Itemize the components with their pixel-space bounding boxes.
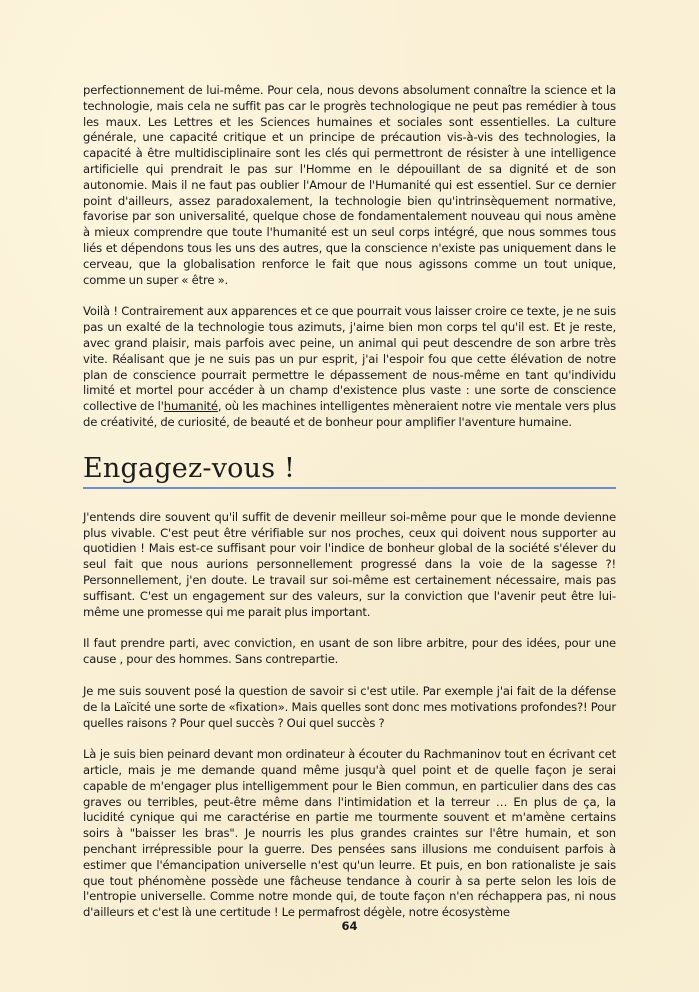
- paragraph-text: , où les machines intelligentes mèneraient notre vie mentale vers plus de créativité, de curiosité, de beauté et de bonheur pour amplifier l'aventure humaine.: [83, 399, 616, 429]
- paragraph-text: Voilà ! Contrairement aux apparences et ce que pourrait vous laisser croire ce texte, je ne suis pas un exalté de la technologie tous azimuts, j'aime bien mon corps tel qu'il est. Et je reste, avec grand plaisir, mais parfois avec peine, un animal qui peut descendre de son arbre très vite. Réalisant que je ne suis pas un pur esprit, j'ai l'espoir fou que cette élévation de notre plan de conscience pourrait permettre le dépassement de nous-même en tant qu'individu limité et mortel pour accéder à un champ d'existence plus vaste : une sorte de conscience collective de l': [83, 304, 616, 414]
- paragraph: Il faut prendre parti, avec conviction, en usant de son libre arbitre, pour des idées, pour une cause , pour des hommes. Sans contrepartie.: [83, 636, 616, 667]
- section-heading: Engagez-vous !: [83, 452, 296, 484]
- paragraph: Là je suis bien peinard devant mon ordinateur à écouter du Rachmaninov tout en écrivant cet article, mais je me demande quand même jusqu'à quel point et de quelle façon je serai capable de m'engager plus intelligemment pour le Bien commun, en particulier dans des cas graves ou terribles, peut-être même dans l'intimidation et la terreur … En plus de ça, la lucidité cynique qui me caractérise en partie me tourmente souvent et m'amène certains soirs à "baisser les bras". Je nourris les plus grandes craintes sur l'être humain, et son penchant irrépressible pour la guerre. Des pensées sans illusions me conduisent parfois à estimer que l'émancipation universelle n'est qu'un leurre. Et puis, en bon rationaliste je sais que tout phénomène possède une fâcheuse tendance à courir à sa perte selon les lois de l'entropie universelle. Comme notre monde qui, de toute façon n'en réchappera pas, ni nous d'ailleurs et c'est là une certitude ! Le permafrost dégèle, notre écosystème: [83, 747, 616, 920]
- page-body: [83, 83, 616, 921]
- heading-underline: [83, 487, 616, 489]
- paragraph-voila: [83, 304, 616, 430]
- paragraph: perfectionnement de lui-même. Pour cela, nous devons absolument connaître la science et la technologie, mais cela ne suffit pas car le progrès technologique ne peut pas remédier à tous les maux. Les Lettres et les Sciences humaines et sociales sont essentielles. La culture générale, une capacité critique et un principe de précaution vis-à-vis des technologies, la capacité à être multidisciplinaire sont les clés qui permettront de résister à une intelligence artificielle qui prendrait le pas sur l'Homme en le dépouillant de sa dignité et de son autonomie. Mais il ne faut pas oublier l'Amour de l'Humanité qui est essentiel. Sur ce dernier point d'ailleurs, assez paradoxalement, la technologie bien qu'intrinsèquement normative, favorise par son universalité, quelque chose de fondamentalement nouveau qui nous amène à mieux comprendre que toute l'humanité est un seul corps intégré, que nous sommes tous liés et dépendons tous les uns des autres, que la conscience n'existe pas uniquement dans le cerveau, que la globalisation renforce le fait que nous agissons comme un tout unique, comme un super « être ».: [83, 83, 616, 287]
- paragraph: J'entends dire souvent qu'il suffit de devenir meilleur soi-même pour que le monde devienne plus vivable. C'est peut être vérifiable sur nos proches, ceux qui doivent nous supporter au quotidien ! Mais est-ce suffisant pour voir l'indice de bonheur global de la société s'élever du seul fait que nous aurions personnellement progressé dans la voie de la sagesse ?! Personnellement, j'en doute. Le travail sur soi-même est certainement nécessaire, mais pas suffisant. C'est un engagement sur des valeurs, sur la conviction que l'avenir peut être lui-même une promesse qui me parait plus important.: [83, 509, 616, 619]
- humanite-link[interactable]: humanité: [163, 399, 218, 414]
- page-number: 64: [341, 919, 358, 933]
- paragraph: Je me suis souvent posé la question de savoir si c'est utile. Par exemple j'ai fait de la défense de la Laïcité une sorte de «fixation». Mais quelles sont donc mes motivations profondes?! Pour quelles raisons ? Pour quel succès ? Oui quel succès ?: [83, 683, 616, 730]
